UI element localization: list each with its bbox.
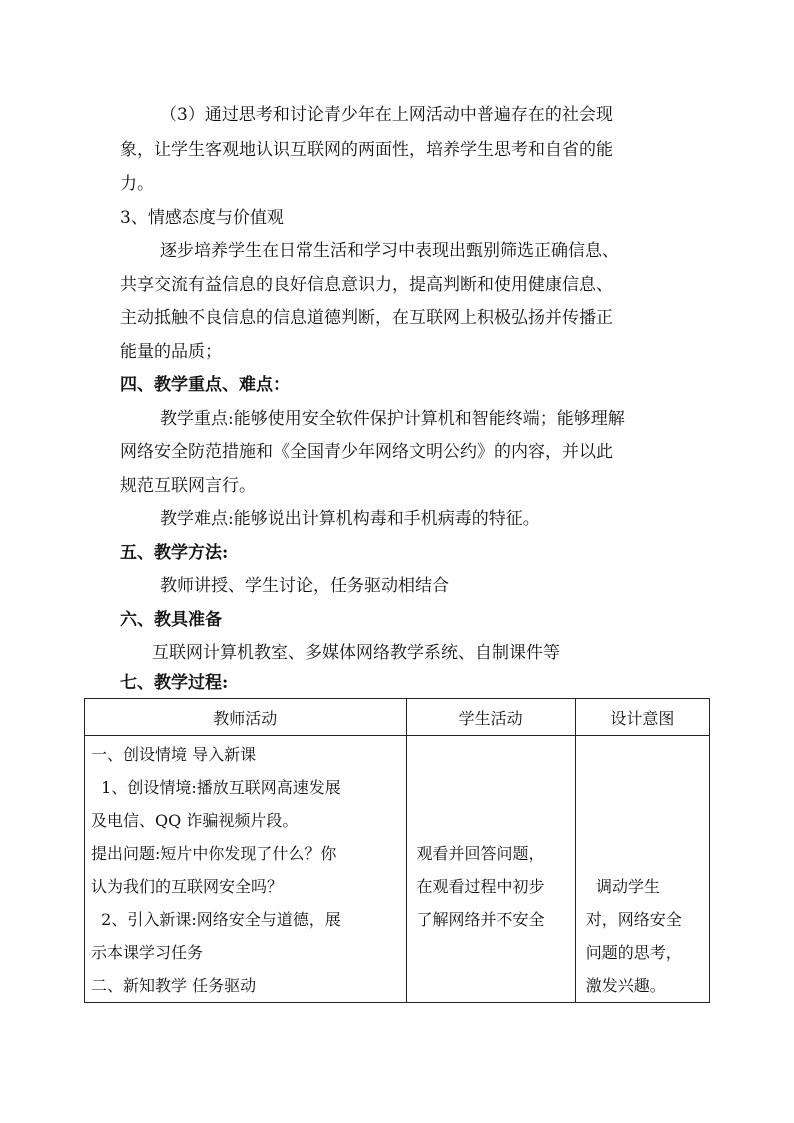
heading-process: 七、教学过程: <box>120 673 229 693</box>
teacher-line: 二、新知教学 任务驱动 <box>91 976 257 995</box>
student-line: 观看并回答问题， <box>416 844 545 863</box>
table-header-student: 学生活动 <box>406 699 575 736</box>
paragraph-3-line-1: （3）通过思考和讨论青少年在上网活动中普遍存在的社会现 <box>160 105 613 125</box>
student-line: 了解网络并不安全 <box>416 910 545 929</box>
key-points-line-1: 教学重点:能够使用安全软件保护计算机和智能终端；能够理解 <box>160 409 625 429</box>
section-3-line-1: 逐步培养学生在日常生活和学习中表现出甄别筛选正确信息、 <box>160 241 619 261</box>
methods-text: 教师讲授、学生讨论，任务驱动相结合 <box>160 576 449 596</box>
tools-text: 互联网计算机教室、多媒体网络教学系统、自制课件等 <box>152 643 560 663</box>
section-3-line-3: 主动抵触不良信息的信息道德判断，在互联网上积极弘扬并传播正 <box>120 308 613 328</box>
teacher-line: 示本课学习任务 <box>91 943 204 962</box>
paragraph-3-line-2: 象，让学生客观地认识互联网的两面性，培养学生思考和自省的能 <box>120 140 613 160</box>
design-intent-cell <box>575 736 709 1003</box>
heading-methods: 五、教学方法: <box>120 543 229 563</box>
difficult-point: 教学难点:能够说出计算机构毒和手机病毒的特征。 <box>160 509 540 529</box>
teaching-process-table <box>84 698 710 1003</box>
teacher-line: 提出问题:短片中你发现了什么？你 <box>91 844 337 863</box>
heading-tools: 六、教具准备 <box>120 610 222 630</box>
student-line: 在观看过程中初步 <box>416 877 545 896</box>
teacher-line: 1、创设情境:播放互联网高速发展 <box>91 778 341 797</box>
intent-line: 对，网络安全 <box>585 910 682 929</box>
section-3-line-4: 能量的品质； <box>120 342 222 362</box>
section-3-line-2: 共享交流有益信息的良好信息意识力，提高判断和使用健康信息、 <box>120 275 613 295</box>
section-3-heading: 3、情感态度与价值观 <box>120 208 284 228</box>
intent-line: 激发兴趣。 <box>585 976 666 995</box>
teacher-line: 2、引入新课:网络安全与道德，展 <box>91 910 341 929</box>
teacher-line: 一、创设情境 导入新课 <box>91 745 257 764</box>
teacher-line: 认为我们的互联网安全吗？ <box>91 877 284 896</box>
student-activity-cell <box>406 736 575 1003</box>
intent-line: 问题的思考， <box>585 943 682 962</box>
table-header-teacher: 教师活动 <box>85 699 407 736</box>
paragraph-3-line-3: 力。 <box>120 174 154 194</box>
table-header-intent: 设计意图 <box>575 699 709 736</box>
key-points-line-3: 规范互联网言行。 <box>120 476 256 496</box>
intent-line: 调动学生 <box>585 877 660 896</box>
teacher-line: 及电信、QQ 诈骗视频片段。 <box>91 811 299 830</box>
heading-key-points: 四、教学重点、难点： <box>120 375 290 395</box>
key-points-line-2: 网络安全防范措施和《全国青少年网络文明公约》的内容，并以此 <box>120 442 613 462</box>
teacher-activity-cell <box>85 736 407 1003</box>
